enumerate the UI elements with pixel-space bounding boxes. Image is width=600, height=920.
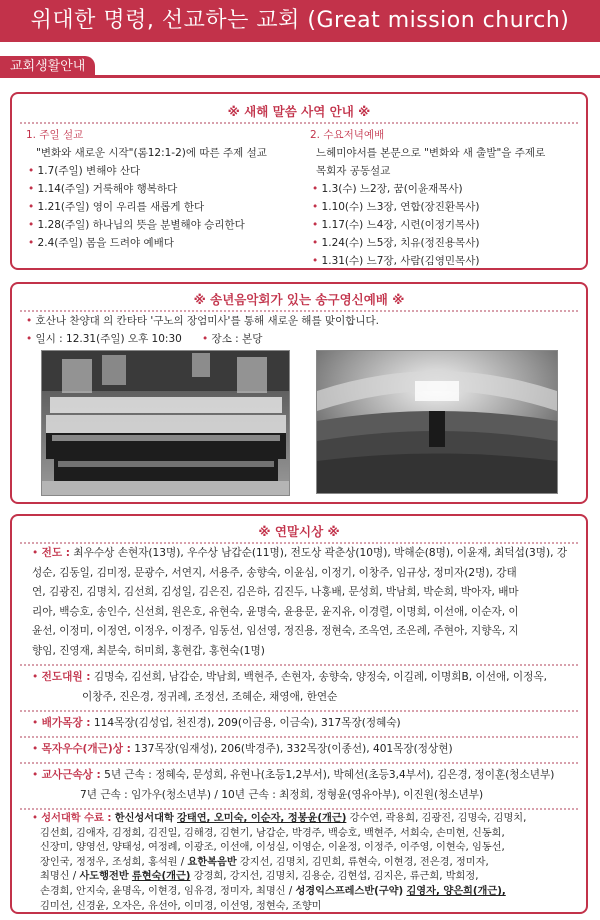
class-name: 요한복음반: [187, 856, 237, 868]
teacher-awards: [32, 766, 580, 805]
evangelism-line: 연, 김광진, 김명치, 김선희, 김성일, 김은진, 김은하, 김진두, 나홍배, 문성희, 박남희, 박순희, 박아자, 배마: [32, 586, 519, 598]
bible-line: 신장미, 양영선, 양태성, 여정례, 이광조, 이선애, 이성실, 이영순, 이윤정, 이정주, 이주영, 이현숙, 임동선,: [40, 842, 505, 854]
teacher-line: • 교사근속상 : 5년 근속 : 정혜숙, 문성희, 유현나(초등1,2부서), 박혜선(초등3,4부서), 김은경, 정이훈(청소년부): [32, 769, 555, 781]
sunday-sermon-item: • 2.4(주일) 몸을 드려야 예배다: [28, 237, 174, 249]
team-line: • 전도대원 : 김명숙, 김선희, 남갑순, 박남희, 백현주, 손현자, 송향숙, 양정숙, 이길례, 이명희B, 이선애, 이정옥,: [32, 671, 547, 683]
bible-line: • 성서대학 수료 : 한신성서대학 강태연, 오미숙, 이순자, 정봉윤(개근) 강수연, 곽용희, 김광진, 김명숙, 김명치,: [32, 813, 527, 824]
sermon-notice-box: [10, 92, 588, 270]
congregation-photo-image: [317, 351, 557, 493]
concert-notice-title: ※ 송년음악회가 있는 송구영신예배 ※: [193, 292, 405, 307]
concert-place: • 장소 : 본당: [202, 333, 263, 345]
sermon-notice-title: ※ 새해 말씀 사역 안내 ※: [227, 104, 371, 119]
wednesday-service-item: • 1.24(수) 느5장, 치유(정진용목사): [312, 237, 480, 249]
excellent-awards: • 목자우수(개근)상 : 137목장(임재성), 206(박경주), 332목장(이종선), 401목장(정상현): [32, 743, 453, 755]
sunday-sermon-item: • 1.14(주일) 거룩해야 행복하다: [28, 183, 178, 195]
dotted-divider: [20, 664, 578, 666]
dotted-divider: [20, 736, 578, 738]
choir-photo-image: [42, 351, 289, 495]
evangelism-awards: [32, 544, 580, 661]
section-tab-label: 교회생활안내: [0, 56, 95, 78]
wednesday-service-item: • 1.3(수) 느2장, 꿈(이윤재목사): [312, 183, 463, 195]
bible-line: 김미선, 신경윤, 오자은, 유선아, 이미경, 이선영, 정현숙, 조향미: [40, 900, 322, 912]
wednesday-service-item: • 1.17(수) 느4장, 시련(이정기목사): [312, 219, 480, 231]
evangelism-label: 전도 :: [41, 547, 71, 559]
leader-label: 배가목장 :: [41, 717, 91, 729]
sunday-sermon-item: • 1.28(주일) 하나님의 뜻을 분별해야 승리한다: [28, 219, 245, 231]
evangelism-line: 리아, 백승호, 송인수, 신선희, 원은호, 유현숙, 윤명숙, 윤용문, 윤지유, 이경렬, 이명희, 이선애, 이순자, 이: [32, 605, 519, 618]
evangelism-line: 향임, 진영재, 최분숙, 허미희, 홍현갑, 홍현숙(1명): [32, 644, 265, 657]
sunday-sermon-heading: 1. 주일 설교: [26, 129, 84, 141]
page-banner-title: 위대한 명령, 선교하는 교회 (Great mission church): [0, 0, 600, 42]
class-name: 성경익스프레스반(구약): [295, 885, 404, 897]
bible-line: 손경희, 안지숙, 윤명옥, 이현경, 임유경, 정미자, 최명신 / 성경익스프레스반(구약) 김영자, 양은희(개근),: [40, 885, 506, 897]
wednesday-service-intro: 느헤미야서를 본문으로 "변화와 새 출발"을 주제로: [316, 147, 546, 159]
dotted-divider: [20, 710, 578, 712]
wednesday-service-heading: 2. 수요저녁예배: [310, 129, 385, 141]
teacher-label: 교사근속상 :: [41, 769, 101, 781]
class-name: 사도행전반: [79, 871, 129, 883]
sunday-sermon-item: • 1.7(주일) 변해야 산다: [28, 165, 141, 177]
awards-title: ※ 연말시상 ※: [258, 524, 340, 539]
sunday-sermon-intro: "변화와 새로운 시작"(롬12:1-2)에 따른 주제 설교: [36, 147, 267, 159]
class-name: 한신성서대학: [114, 813, 174, 824]
wednesday-service-item: • 1.10(수) 느3장, 연합(장진환목사): [312, 201, 480, 213]
bible-line: 최명신 / 사도행전반 류현숙(개근) 강경희, 강지선, 김명치, 김용순, 김현섭, 김지은, 류근희, 박희정,: [40, 871, 479, 883]
team-awards: [32, 668, 580, 707]
excellent-label: 목자우수(개근)상 :: [41, 743, 131, 755]
congregation-photo: [316, 350, 558, 494]
wednesday-service-item: • 1.31(수) 느7장, 사람(김영민목사): [312, 255, 480, 267]
evangelism-line: • 전도 : 최우수상 손현자(13명), 우수상 남갑순(11명), 전도상 곽춘상(10명), 박해순(8명), 이윤재, 최덕섭(3명), 강: [32, 547, 568, 559]
bible-college-awards: [32, 812, 580, 914]
team-line: 이창주, 진은경, 정귀례, 조정선, 조혜순, 채영애, 한연순: [82, 690, 338, 703]
awards-box: [10, 514, 588, 914]
evangelism-line: 성순, 김동일, 김미정, 문광수, 서연지, 서용주, 송향숙, 이윤심, 이정기, 이창주, 임규상, 정미자(2명), 강태: [32, 566, 517, 579]
bible-line: 장인국, 정정우, 조성희, 홍석원 / 요한복음반 강지선, 김명치, 김민희, 류현숙, 이현경, 전은경, 정미자,: [40, 856, 489, 868]
dotted-divider: [20, 122, 578, 124]
section-bar: [0, 54, 600, 80]
team-label: 전도대원 :: [41, 671, 91, 683]
choir-photo: [41, 350, 290, 496]
bible-label: 성서대학 수료 :: [41, 813, 112, 824]
dotted-divider: [20, 808, 578, 810]
bible-line: 김선희, 김애자, 김정희, 김진일, 김해경, 김현기, 남갑순, 박경주, 백승호, 백현주, 서희숙, 손미현, 신동희,: [40, 827, 505, 839]
leader-awards: • 배가목장 : 114목장(김성업, 천진경), 209(이금용, 이금숙), 317목장(정혜숙): [32, 717, 401, 729]
dotted-divider: [20, 762, 578, 764]
teacher-line: 7년 근속 : 임가우(청소년부) / 10년 근속 : 최정희, 정형윤(영유아부), 이진원(청소년부): [80, 788, 484, 801]
concert-notice-box: [10, 282, 588, 504]
concert-description: • 호산나 찬양대 의 칸타타 '구노의 장엄미사'를 통해 새로운 해를 맞이합니다.: [26, 315, 379, 327]
concert-datetime: • 일시 : 12.31(주일) 오후 10:30: [26, 333, 182, 345]
wednesday-service-intro: 목회자 공동설교: [316, 165, 391, 177]
evangelism-line: 윤선, 이정미, 이정연, 이정우, 이정주, 임동선, 임선영, 정진용, 정현숙, 조옥연, 조은례, 주현아, 지향옥, 지: [32, 625, 519, 637]
sunday-sermon-item: • 1.21(주일) 영이 우리를 새롭게 한다: [28, 201, 205, 213]
